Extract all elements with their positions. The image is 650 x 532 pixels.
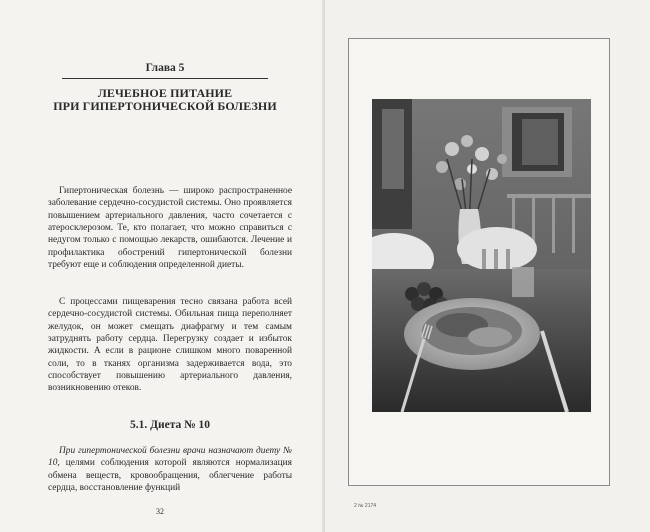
paragraph-intro-text: Гипертоническая болезнь — широко распространенное заболевание сердечно-сосудистой системы. Оно проявляется повышением артериального давления, часто сочетается с атеросклерозом. Те, кто полагает, что можно справиться с недугом только с помощью лекарств, ошибаются. Лечение и профилактика обострений гипертонической болезни требуют еще и соблюдения определенной диеты. (48, 186, 292, 271)
paragraph-diet-text (48, 445, 292, 494)
food-photo-image (372, 99, 591, 412)
paragraph-diet-italic: При гипертонической болезни врачи назначают диету № 10, (48, 446, 292, 469)
paragraph-digestion-text: С процессами пищеварения тесно связана работа всей сердечно-сосудистой системы. Обильная пища переполняет желудок, он может смещать диафрагму и тем самым затруднять работу сердца. Перегрузку создает и избыток жидкости. А если в рационе слишком много поваренной соли, то в тканях организма задерживается вода, это способствует повышению артериального давления, возникновению отеков. (48, 297, 292, 394)
paragraph-digestion (48, 296, 292, 395)
paragraph-diet-rest: целями соблюдения которой являются нормализация обмена веществ, кровообращения, облегчение работы сердца, восстановление функций (48, 458, 292, 494)
paragraph-intro (48, 185, 292, 271)
paragraph-diet (48, 445, 292, 494)
print-footnote: 2 № 2174 (354, 503, 377, 509)
page-number: 32 (156, 507, 164, 516)
chapter-title (40, 87, 290, 113)
section-title: 5.1. Диета № 10 (129, 419, 211, 431)
chapter-title-line2: ПРИ ГИПЕРТОНИЧЕСКОЙ БОЛЕЗНИ (53, 99, 277, 113)
chapter-label: Глава 5 (145, 62, 185, 74)
chapter-rule (62, 78, 268, 79)
chapter-title-line1: ЛЕЧЕБНОЕ ПИТАНИЕ (97, 86, 233, 100)
food-photo (372, 99, 591, 412)
